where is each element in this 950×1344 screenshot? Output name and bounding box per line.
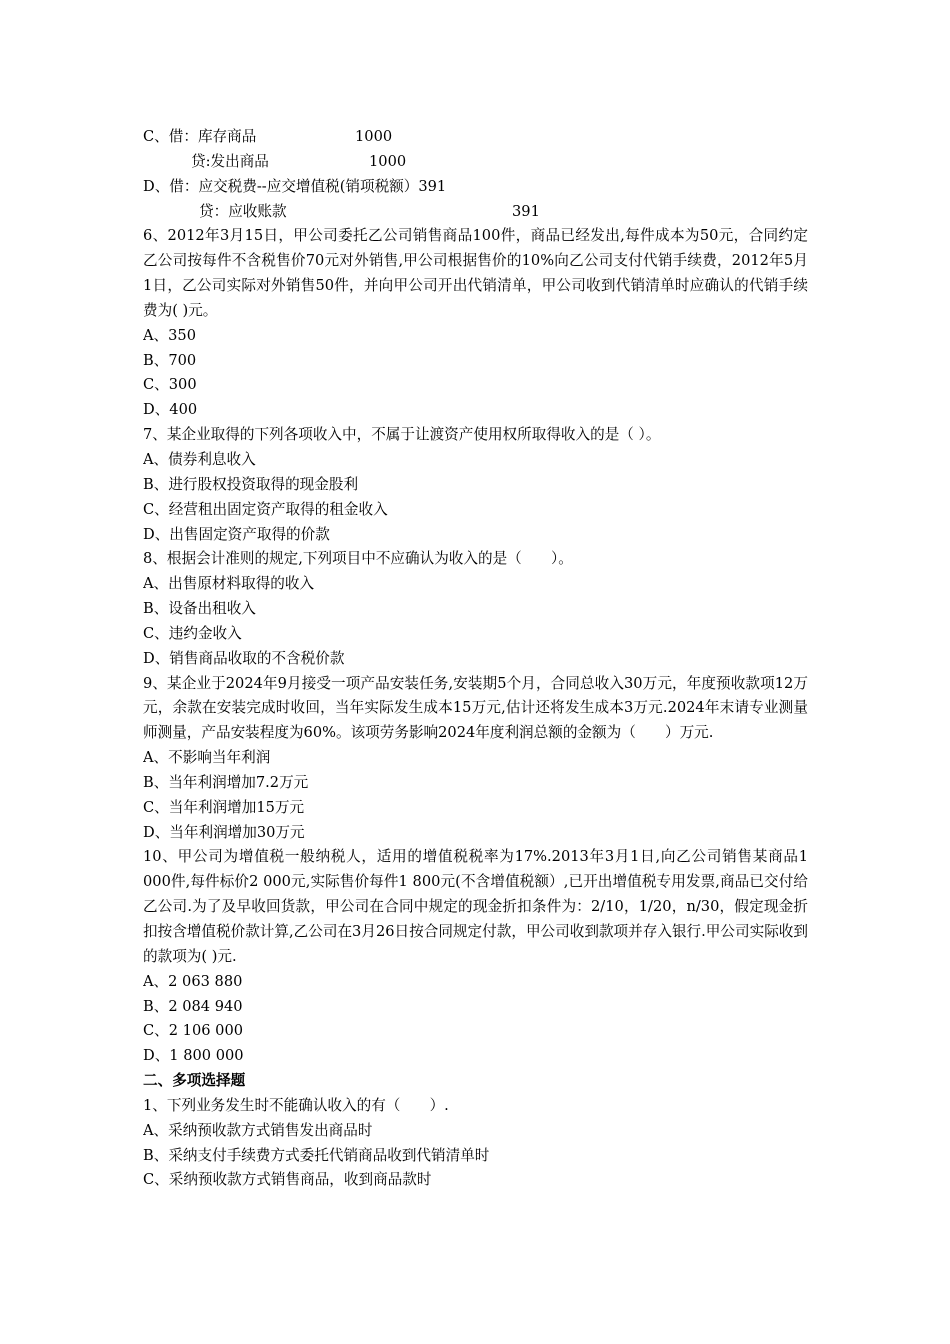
question-8-option-d: D、销售商品收取的不含税价款 <box>143 649 345 667</box>
question-9-option-a: A、不影响当年利润 <box>143 749 271 767</box>
question-10-stem: 10、甲公司为增值税一般纳税人，适用的增值税税率为17%.2013年3月1日,向乙公司销售某商品1 000件,每件标价2 000元,实际售价每件1 800元(不含增值税额）,已开出增值税专用发票,商品已交付给乙公司.为了及早收回货款，甲公司在合同中规定的现金折扣条件为：2/10，1/20，n/30，假定现金折扣按含增值税价款计算,乙公司在3月26日按合同规定付款，甲公司收到款项并存入银行.甲公司实际收到的款项为( )元. <box>143 848 808 965</box>
question-10-option-b: B、2 084 940 <box>143 997 243 1015</box>
question-9-option-d: D、当年利润增加30万元 <box>143 823 305 841</box>
question-8-stem: 8、根据会计准则的规定,下列项目中不应确认为收入的是（ ）。 <box>143 550 573 568</box>
question-10-option-c: C、2 106 000 <box>143 1022 244 1040</box>
entry-d-credit-label: 贷：应收账款 <box>199 202 287 220</box>
question-6-option-a: A、350 <box>143 326 196 344</box>
entry-c-debit <box>143 125 808 150</box>
question-7-stem: 7、某企业取得的下列各项收入中，不属于让渡资产使用权所取得收入的是（ ）。 <box>143 426 661 444</box>
question-6-option-b: B、700 <box>143 351 197 369</box>
multi-question-1-option-b: B、采纳支付手续费方式委托代销商品收到代销清单时 <box>143 1146 490 1164</box>
question-10-option-a: A、2 063 880 <box>143 972 243 990</box>
question-7-option-d: D、出售固定资产取得的价款 <box>143 525 330 543</box>
document-content <box>143 125 808 1193</box>
section-heading-multiple-choice: 二、多项选择题 <box>143 1072 246 1090</box>
entry-d-credit <box>143 200 808 225</box>
entry-c-debit-label: C、借：库存商品 <box>143 128 257 145</box>
question-7-option-c: C、经营租出固定资产取得的租金收入 <box>143 500 388 518</box>
question-8-option-a: A、出售原材料取得的收入 <box>143 575 315 593</box>
question-8-option-c: C、违约金收入 <box>143 624 242 642</box>
question-9-option-c: C、当年利润增加15万元 <box>143 798 305 816</box>
question-10-option-d: D、1 800 000 <box>143 1047 244 1065</box>
entry-c-debit-amount: 1000 <box>355 128 393 145</box>
entry-c-credit-label: 贷:发出商品 <box>191 152 269 170</box>
entry-c-credit-amount: 1000 <box>369 152 407 170</box>
entry-d-debit: D、借：应交税费--应交增值税(销项税额）391 <box>143 177 447 195</box>
entry-d-credit-amount: 391 <box>512 202 540 220</box>
multi-question-1-stem: 1、下列业务发生时不能确认收入的有（ ）. <box>143 1096 449 1114</box>
question-6-stem: 6、2012年3月15日，甲公司委托乙公司销售商品100件，商品已经发出,每件成本为50元，合同约定乙公司按每件不含税售价70元对外销售,甲公司根据售价的10%向乙公司支付代销手续费，2012年5月1日，乙公司实际对外销售50件，并向甲公司开出代销清单，甲公司收到代销清单时应确认的代销手续费为( )元。 <box>143 227 808 319</box>
multi-question-1-option-c: C、采纳预收款方式销售商品，收到商品款时 <box>143 1171 432 1189</box>
question-8-option-b: B、设备出租收入 <box>143 600 256 618</box>
question-7-option-a: A、债券利息收入 <box>143 450 256 468</box>
entry-c-credit <box>143 150 808 175</box>
multi-question-1-option-a: A、采纳预收款方式销售发出商品时 <box>143 1121 373 1139</box>
question-9-stem: 9、某企业于2024年9月接受一项产品安装任务,安装期5个月，合同总收入30万元，年度预收款项12万元，余款在安装完成时收回，当年实际发生成本15万元,估计还将发生成本3万元.2024年末请专业测量师测量，产品安装程度为60%。该项劳务影响2024年度利润总额的金额为（ ）万元. <box>143 674 808 742</box>
question-6-option-c: C、300 <box>143 376 197 394</box>
question-7-option-b: B、进行股权投资取得的现金股利 <box>143 475 359 493</box>
question-9-option-b: B、当年利润增加7.2万元 <box>143 773 309 791</box>
question-6-option-d: D、400 <box>143 401 198 419</box>
